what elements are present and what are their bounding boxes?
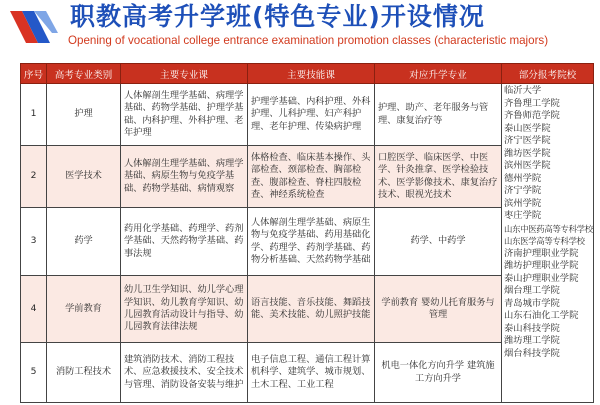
column-header: 主要专业课 bbox=[121, 64, 248, 84]
school-list bbox=[502, 84, 594, 403]
school-name: 泰山科技学院 bbox=[504, 322, 560, 334]
target-majors: 学前教育 婴幼儿托育服务与管理 bbox=[375, 276, 502, 343]
column-header: 高考专业类别 bbox=[47, 64, 121, 84]
main-courses: 幼儿卫生学知识、幼儿学心理学知识、幼儿教育学知识、幼儿园教育活动设计与指导、幼儿园教育法律法规 bbox=[121, 276, 248, 343]
row-number: 1 bbox=[21, 84, 47, 146]
school-name: 济南护理职业学院 bbox=[504, 247, 579, 259]
main-skills: 电子信息工程、通信工程计算机科学、建筑学、城市规划、土木工程、工业工程 bbox=[248, 343, 375, 403]
school-name: 青岛城市学院 bbox=[504, 297, 560, 309]
school-name: 枣庄学院 bbox=[504, 210, 542, 221]
target-majors: 护理、助产、老年服务与管理、康复治疗等 bbox=[375, 84, 502, 146]
logo-icon bbox=[8, 3, 60, 49]
row-number: 3 bbox=[21, 208, 47, 276]
main-skills: 人体解剖生理学基础、病原生物与免疫学基础、药用基础化学、药理学、药剂学基础、药物分析基础、天然药物学基础 bbox=[248, 208, 375, 276]
column-header: 部分报考院校 bbox=[502, 64, 594, 84]
row-number: 5 bbox=[21, 343, 47, 403]
major-category: 学前教育 bbox=[47, 276, 121, 343]
row-number: 2 bbox=[21, 146, 47, 208]
major-category: 药学 bbox=[47, 208, 121, 276]
main-courses: 药用化学基础、药理学、药剂学基础、天然药物学基础、药事法规 bbox=[121, 208, 248, 276]
target-majors: 机电一体化方向升学 建筑施工方向升学 bbox=[375, 343, 502, 403]
major-category: 消防工程技术 bbox=[47, 343, 121, 403]
page-subtitle: Opening of vocational college entrance examination promotion classes (characteristic majors) bbox=[68, 34, 549, 47]
major-category: 护理 bbox=[47, 84, 121, 146]
school-name: 齐鲁理工学院 bbox=[504, 97, 560, 109]
majors-table bbox=[20, 63, 594, 403]
page-header bbox=[0, 0, 600, 56]
school-name: 滨州学院 bbox=[504, 197, 542, 209]
school-name: 济宁医学院 bbox=[504, 135, 551, 146]
row-number: 4 bbox=[21, 276, 47, 343]
school-name: 潍坊护理职业学院 bbox=[504, 260, 579, 271]
school-name: 滨州医学院 bbox=[504, 160, 551, 171]
school-name: 山东中医药高等专科学校 bbox=[504, 223, 593, 234]
main-skills: 护理学基础、内科护理、外科护理、儿科护理、妇产科护理、老年护理、传染病护理 bbox=[248, 84, 375, 146]
school-name: 潍坊医学院 bbox=[504, 147, 551, 159]
target-majors: 口腔医学、临床医学、中医学、针灸推拿、医学检验技术、医学影像技术、康复治疗技术、眼视光技术 bbox=[375, 146, 502, 208]
school-name: 山东医学高等专科学校 bbox=[504, 236, 585, 246]
column-header: 主要技能课 bbox=[248, 64, 375, 84]
school-name: 德州学院 bbox=[504, 172, 542, 184]
main-skills: 语言技能、音乐技能、舞蹈技能、美术技能、幼儿照护技能 bbox=[248, 276, 375, 343]
school-name: 潍坊理工学院 bbox=[504, 335, 560, 346]
school-name: 泰山医学院 bbox=[504, 122, 551, 134]
major-category: 医学技术 bbox=[47, 146, 121, 208]
school-name: 济宁学院 bbox=[504, 185, 542, 196]
page-title: 职教高考升学班(特色专业)开设情况 bbox=[70, 2, 485, 31]
school-name: 泰山护理职业学院 bbox=[504, 272, 579, 284]
school-name: 齐鲁师范学院 bbox=[504, 110, 560, 121]
main-courses: 人体解剖生理学基础、病理学基础、药物学基础、护理学基础、内科护理、外科护理、老年护理 bbox=[121, 84, 248, 146]
school-name: 烟台理工学院 bbox=[504, 285, 560, 296]
table-row bbox=[21, 84, 594, 146]
target-majors: 药学、中药学 bbox=[375, 208, 502, 276]
main-skills: 体格检查、临床基本操作、头部检查、颈部检查、胸部检查、腹部检查、脊柱四肢检查、神经系统检查 bbox=[248, 146, 375, 208]
school-name: 临沂大学 bbox=[504, 85, 542, 96]
main-courses: 建筑消防技术、消防工程技术、应急救援技术、安全技术与管理、消防设备安装与维护 bbox=[121, 343, 248, 403]
school-name: 山东石油化工学院 bbox=[504, 310, 579, 321]
main-courses: 人体解剖生理学基础、病理学基础、病原生物与免疫学基础、药物学基础、病情观察 bbox=[121, 146, 248, 208]
column-header: 对应升学专业 bbox=[375, 64, 502, 84]
school-name: 烟台科技学院 bbox=[504, 347, 560, 359]
column-header: 序号 bbox=[21, 64, 47, 84]
table-header-row bbox=[21, 64, 594, 84]
